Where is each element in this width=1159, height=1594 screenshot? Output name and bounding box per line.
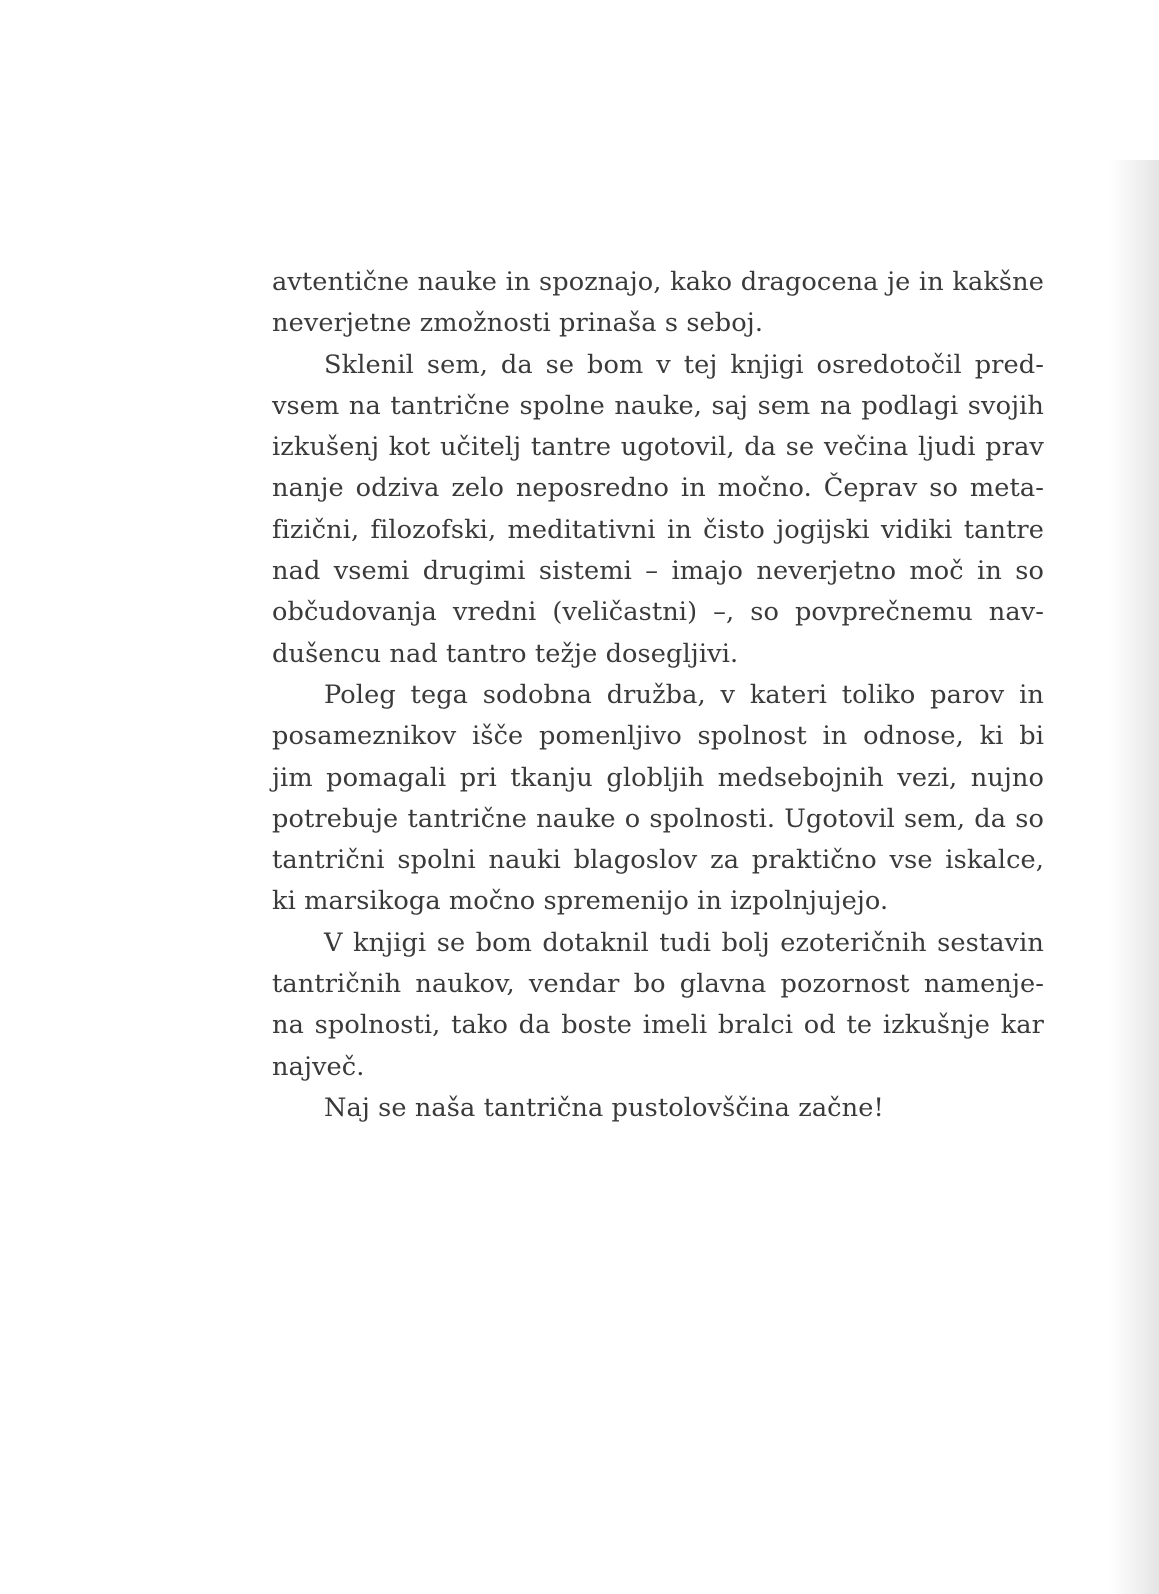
page-edge-shadow: [1109, 160, 1159, 1594]
paragraph-1: [272, 262, 1044, 345]
text-line: vsem na tantrične spolne nauke, saj sem na podlagi svojih: [272, 390, 1044, 421]
paragraph-2: [272, 345, 1044, 675]
text-line: nad vsemi drugimi sistemi – imajo neverjetno moč in so: [272, 556, 1044, 587]
text-line: na spolnosti, tako da boste imeli bralci od te izkušnje kar: [272, 1010, 1044, 1041]
text-line: občudovanja vredni (veličastni) –, so povprečnemu nav-: [272, 597, 1044, 628]
text-line: največ.: [272, 1051, 365, 1082]
text-line: tantričnih naukov, vendar bo glavna pozornost namenje-: [272, 969, 1044, 1000]
text-line: potrebuje tantrične nauke o spolnosti. Ugotovil sem, da so: [272, 803, 1044, 834]
text-line: ki marsikoga močno spremenijo in izpolnjujejo.: [272, 886, 889, 917]
paragraph-4: [272, 923, 1044, 1088]
text-line: fizični, filozofski, meditativni in čisto jogijski vidiki tantre: [272, 514, 1044, 545]
text-line: V knjigi se bom dotaknil tudi bolj ezoteričnih sestavin: [324, 927, 1044, 958]
text-line: nanje odziva zelo neposredno in močno. Čeprav so meta-: [272, 473, 1044, 504]
paragraph-5: [272, 1088, 1044, 1129]
paragraph-3: [272, 675, 1044, 923]
text-line: izkušenj kot učitelj tantre ugotovil, da se večina ljudi prav: [272, 432, 1044, 463]
body-text: [272, 262, 1044, 1129]
text-line: posameznikov išče pomenljivo spolnost in odnose, ki bi: [272, 721, 1044, 752]
text-line: neverjetne zmožnosti prinaša s seboj.: [272, 308, 764, 339]
text-line: dušencu nad tantro težje dosegljivi.: [272, 638, 739, 669]
text-line: Poleg tega sodobna družba, v kateri toliko parov in: [324, 679, 1044, 710]
text-line: Sklenil sem, da se bom v tej knjigi osredotočil pred-: [324, 349, 1044, 380]
text-line: jim pomagali pri tkanju globljih medsebojnih vezi, nujno: [272, 762, 1044, 793]
text-line: tantrični spolni nauki blagoslov za praktično vse iskalce,: [272, 845, 1044, 876]
text-line: avtentične nauke in spoznajo, kako dragocena je in kakšne: [272, 267, 1044, 297]
text-line: Naj se naša tantrična pustolovščina začne!: [324, 1092, 884, 1123]
